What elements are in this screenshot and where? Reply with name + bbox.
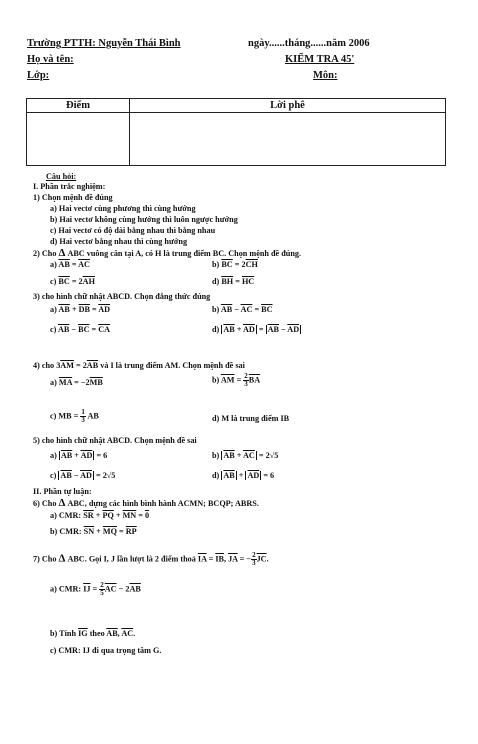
q2-title: 2) Cho Δ ABC vuông cân tại A, có H là trung điểm BC. Chọn mệnh đề đúng.	[33, 247, 302, 259]
school-name: Trường PTTH: Nguyễn Thái Bình	[27, 38, 181, 49]
date-line: ngày......tháng......năm 2006	[248, 38, 370, 49]
q7-title: 7) Cho Δ ABC. Gọi I, J lần lượt là 2 điểm thoả $\overline{IA} = \overline{IB}$, $\overline{JA}$ = − $\frac{2}{3}$ $\overline{JC}$.	[33, 551, 269, 567]
q6-part-a: a) CMR: $\overline{SR} + \overline{PQ} + \overline{MN} = 0$	[50, 511, 150, 520]
comment-cell	[130, 113, 446, 166]
q2-option-d: d) $\overline{BH} = \overline{HC}$	[212, 277, 255, 286]
score-header: Điểm	[27, 99, 130, 113]
q4-option-c: c) MB = $\frac{1}{3}$ AB	[50, 408, 99, 424]
q5-option-b: b) $\overline{AB} + \overline{AC} = 2√5$	[212, 451, 279, 460]
part2-heading: II. Phần tự luận:	[33, 487, 92, 496]
q5-option-c: c) $\overline{AB} - \overline{AD} = 2√5$	[50, 471, 116, 480]
test-title: KIỂM TRA 45'	[285, 54, 355, 65]
q1-option-d: d) Hai vectơ bằng nhau thì cùng hướng	[50, 237, 188, 246]
q3-option-c: c) $\overline{AB} - \overline{BC} = \overline{CA}$	[50, 325, 111, 334]
subject-label: Môn:	[313, 70, 338, 81]
q5-option-a: a) $\overline{AB} + \overline{AD} = 6$	[50, 451, 108, 460]
q6-title: 6) Cho Δ ABC, dựng các hình bình hành ACMN; BCQP; ABRS.	[33, 497, 259, 509]
q7-part-a: a) CMR: $\overline{IJ}$ = $\frac{2}{5}$ $\overline{AC} - 2\overline{AB}$	[50, 581, 141, 597]
q4-option-b: b) $\overline{AM}$ = $\frac{2}{3}$ $\overline{BA}$	[212, 372, 261, 388]
q1-option-b: b) Hai vectơ không cùng hướng thì luôn ngược hướng	[50, 215, 238, 224]
comment-header: Lời phê	[130, 99, 446, 113]
class-label: Lớp:	[27, 70, 50, 81]
q4-option-d: d) M là trung điểm IB	[212, 414, 290, 423]
score-cell	[27, 113, 130, 166]
q2-option-a: a) $\overline{AB} = \overline{AC}$	[50, 260, 90, 269]
q1-option-a: a) Hai vectơ cùng phương thì cùng hướng	[50, 204, 196, 213]
q7-part-b: b) Tính $\overline{IG}$ theo $\overline{AB}$, $\overline{AC}$.	[50, 629, 136, 638]
q4-option-a: a) $\overline{MA} = -2\overline{MB}$	[50, 378, 103, 387]
score-table	[26, 98, 446, 166]
q1-option-c: c) Hai vectơ có độ dài bằng nhau thì bằng nhau	[50, 226, 216, 235]
questions-label: Câu hỏi:	[46, 172, 77, 181]
part1-heading: I. Phần trắc nghiệm:	[33, 182, 106, 191]
q5-title: 5) cho hình chữ nhật ABCD. Chọn mệnh đề sai	[33, 436, 197, 445]
q5-option-d: d) $\overline{AB} + \overline{AD} = 6$	[212, 471, 275, 480]
q3-option-a: a) $\overline{AB} + \overline{DB} = \overline{AD}$	[50, 305, 111, 314]
q1-title: 1) Chọn mệnh đề đúng	[33, 193, 113, 202]
q2-option-b: b) $\overline{BC} = 2\overline{CH}$	[212, 260, 258, 269]
q3-option-b: b) $\overline{AB} - \overline{AC} = \overline{BC}$	[212, 305, 273, 314]
q2-option-c: c) $\overline{BC} = 2\overline{AH}$	[50, 277, 95, 286]
q4-title: 4) cho $3\overline{AM} = 2\overline{AB}$ và I là trung điểm AM. Chọn mệnh đề sai	[33, 361, 245, 370]
q3-title: 3) cho hình chữ nhật ABCD. Chọn đẳng thức đúng	[33, 292, 211, 301]
q3-option-d: d) $\overline{AB} + \overline{AD} = \overline{AB} - \overline{AD}$	[212, 325, 300, 334]
q6-part-b: b) CMR: $\overline{SN} + \overline{MQ} = \overline{RP}$	[50, 527, 137, 536]
name-label: Họ và tên:	[27, 54, 74, 65]
q7-part-c: c) CMR: IJ đi qua trọng tâm G.	[50, 646, 162, 655]
